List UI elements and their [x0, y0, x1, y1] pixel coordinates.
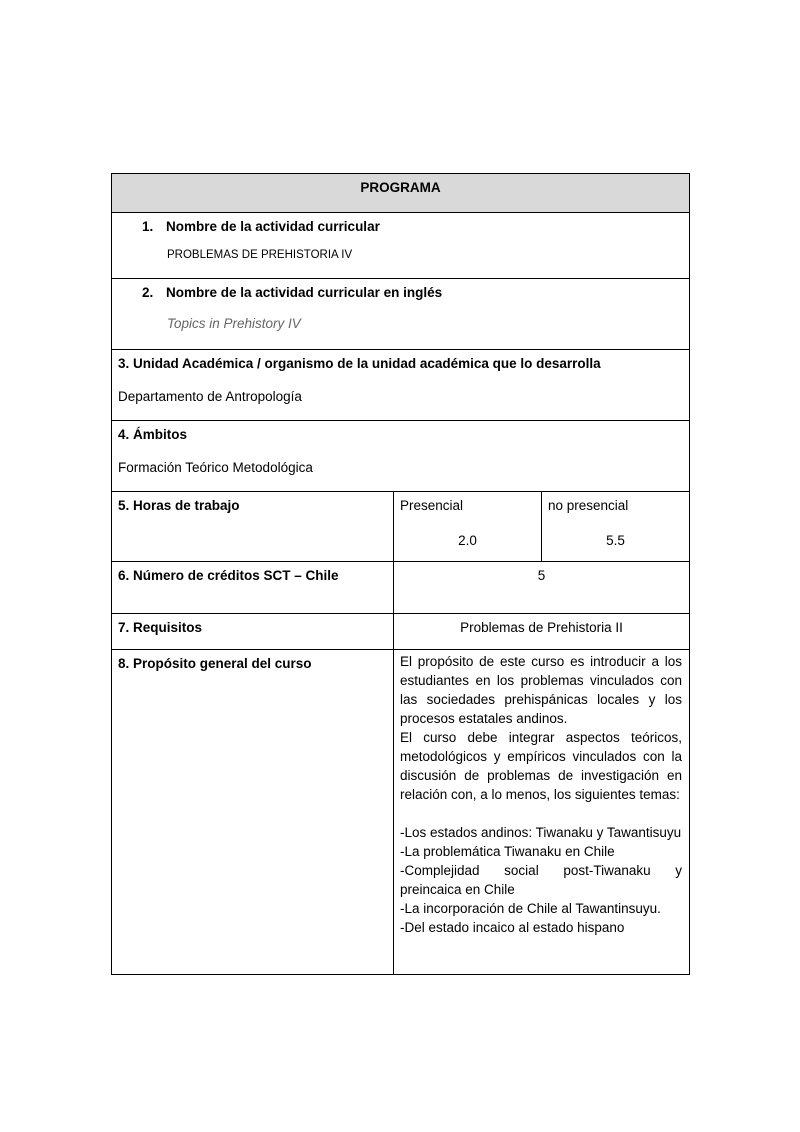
section-3-title: 3. Unidad Académica / organismo de la unidad académica que lo desarrolla [118, 356, 601, 371]
section-2-number: 2. [142, 285, 154, 300]
topic-item: -La incorporación de Chile al Tawantinsuyu. [400, 901, 661, 916]
purpose-cell [394, 650, 690, 975]
topic-item: -La problemática Tiwanaku en Chile [400, 844, 615, 859]
presencial-label: Presencial [400, 498, 464, 513]
presencial-value: 2.0 [458, 533, 477, 548]
no-presencial-label: no presencial [548, 498, 629, 513]
purpose-paragraph-1: El propósito de este curso es introducir a los estudiantes en los problemas vinculados con las sociedades prehispánicas locales y los procesos estatales andinos. [400, 654, 683, 726]
presencial-cell [394, 492, 542, 562]
topic-item: -Del estado incaico al estado hispano [400, 920, 625, 935]
section-5-label-cell [112, 492, 394, 562]
purpose-paragraph-2: El curso debe integrar aspectos teóricos, metodológicos y empíricos vinculados con la discusión de problemas de investigación en relación con, a lo menos, los siguientes temas: [400, 730, 683, 802]
section-5-title: 5. Horas de trabajo [118, 498, 240, 513]
scope-value: Formación Teórico Metodológica [118, 460, 313, 475]
course-name-english: Topics in Prehistory IV [167, 316, 301, 331]
section-7-title: 7. Requisitos [118, 620, 203, 635]
section-1-title: Nombre de la actividad curricular [166, 219, 380, 234]
section-4-title: 4. Ámbitos [118, 427, 188, 442]
no-presencial-value: 5.5 [606, 533, 625, 548]
section-8-label-cell [112, 650, 394, 975]
section-2-title: Nombre de la actividad curricular en inglés [166, 285, 443, 300]
topics-list [400, 823, 682, 937]
section-1 [112, 213, 690, 279]
section-6-label-cell [112, 562, 394, 614]
credits-value: 5 [394, 562, 690, 614]
section-8-title: 8. Propósito general del curso [118, 656, 312, 671]
topic-item: -Complejidad social post-Tiwanaku y preincaica en Chile [400, 863, 683, 897]
section-7-label-cell [112, 614, 394, 650]
section-4 [112, 421, 690, 492]
requirements-value: Problemas de Prehistoria II [394, 614, 690, 650]
course-name: PROBLEMAS DE PREHISTORIA IV [167, 249, 353, 261]
section-6-title: 6. Número de créditos SCT – Chile [118, 568, 339, 583]
program-table [111, 173, 690, 975]
academic-unit: Departamento de Antropología [118, 389, 302, 404]
topic-item: -Los estados andinos: Tiwanaku y Tawantisuyu [400, 825, 682, 840]
section-3 [112, 350, 690, 421]
program-header: PROGRAMA [112, 174, 690, 213]
no-presencial-cell [542, 492, 690, 562]
section-2 [112, 279, 690, 350]
section-1-number: 1. [142, 219, 154, 234]
